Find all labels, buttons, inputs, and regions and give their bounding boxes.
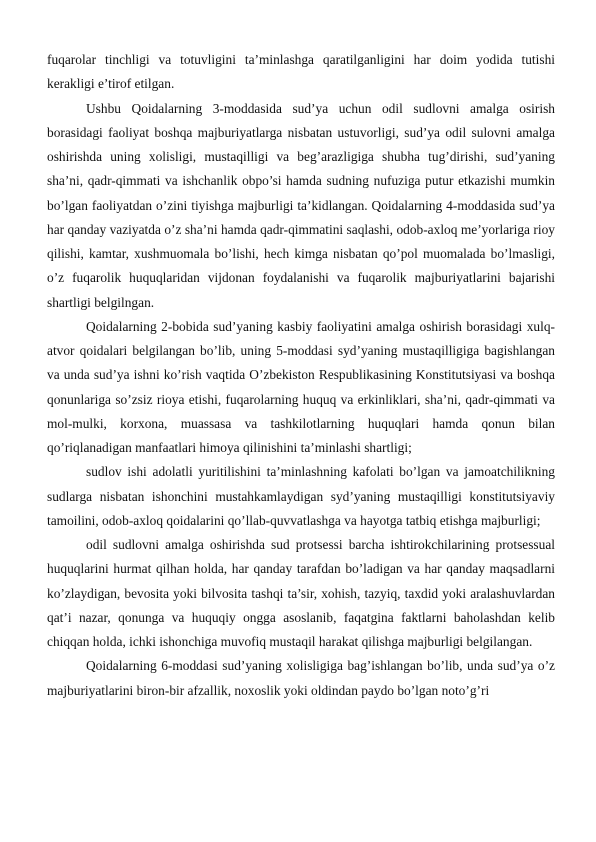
- paragraph-procedural-rights: odil sudlovni amalga oshirishda sud protsessi barcha ishtirokchilarining protsessual huquqlarini hurmat qilhan holda, har qanday tarafdan bo’ladigan va har qanday maqsadlarni ko’zlaydigan, bevosita yoki bilvosita tashqi ta’sir, xohish, tazyiq, taxdid yoki aralashuvlardan qat’i nazar, qonunga va huquqiy ongga asoslanib, faqatgina faktlarni baholashdan kelib chiqqan holda, ichki ishonchiga muvofiq mustaqil harakat qilishga majburligi belgilangan.: [47, 537, 555, 649]
- paragraph-continuation: fuqarolar tinchligi va totuvligini ta’minlashga qaratilganligini har doim yodida tutishi kerakligi e’tirof etilgan.: [47, 52, 555, 92]
- document-page: [47, 48, 555, 703]
- paragraph-chapter-2-article-5: Qoidalarning 2-bobida sud’yaning kasbiy faoliyatini amalga oshirish borasidagi xulq-atvor qoidalari belgilangan bo’lib, uning 5-moddasi syd’yaning mustaqilligiga bagishlangan va unda sud’ya ishni ko’rish vaqtida O’zbekiston Respublikasining Konstitutsiyasi va boshqa qonunlariga so’zsiz rioya etishi, fuqarolarning huquq va erkinliklari, sha’ni, qadr-qimmati va mol-mulki, korxona, muassasa va tashkilotlarning huquqlari hamda qonun bilan qo’riqlanadigan manfaatlari himoya qilinishini ta’minlashi shartligi;: [47, 318, 555, 455]
- paragraph-independence-principle: sudlov ishi adolatli yuritilishini ta’minlashning kafolati bo’lgan va jamoatchilikning sudlarga nisbatan ishonchini mustahkamlaydigan syd’yaning mustaqilligi konstitutsiyaviy tamoilini, odob-axloq qoidalarini qo’llab-quvvatlashga va hayotga tatbiq etishga majburligi;: [47, 464, 555, 528]
- paragraph-article-6: Qoidalarning 6-moddasi sud’yaning xolisligiga bag’ishlangan bo’lib, unda sud’ya o’z majburiyatlarini biron-bir afzallik, noxoslik yoki oldindan paydo bo’lgan noto’g’ri: [47, 658, 555, 698]
- paragraph-article-3-4: Ushbu Qoidalarning 3-moddasida sud’ya uchun odil sudlovni amalga osirish borasidagi faoliyat boshqa majburiyatlarga nisbatan ustuvorligi, sud’ya odil sulovni amalga oshirishda uning xolisligi, mustaqilligi va beg’arazligiga shubha tug’dirishi, sud’yaning sha’ni, qadr-qimmati va ishchanlik obpo’si hamda sudning nufuziga putur etkazishi mumkin bo’lgan faoliyatdan o’zini tiyishga majburligi ta’kidlangan. Qoidalarning 4-moddasida sud’ya har qanday vaziyatda o’z sha’ni hamda qadr-qimmatini saqlashi, odob-axloq me’yorlariga rioy qilishi, kamtar, xushmuomala bo’lishi, hech kimga nisbatan qo’pol muomalada bo’lmasligi, o’z fuqarolik huquqlaridan vijdonan foydalanishi va fuqarolik majburiyatlarini bajarishi shartligi belgilngan.: [47, 100, 555, 310]
